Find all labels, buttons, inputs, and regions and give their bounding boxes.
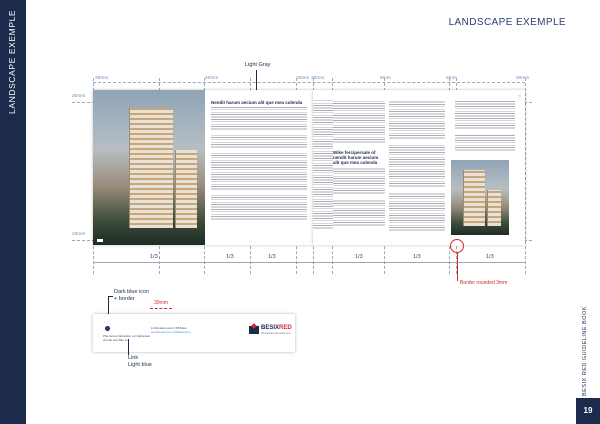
light-gray-leader — [256, 70, 257, 92]
body-text-lines — [211, 195, 307, 221]
sidebar — [0, 0, 26, 424]
col-guide — [525, 78, 526, 274]
page-title: LANDSCAPE EXEMPLE — [448, 17, 566, 28]
brand-name: BESIXRED — [261, 325, 292, 331]
dim-top-4: 20mm — [311, 76, 325, 81]
card-dimension-guide — [150, 308, 172, 309]
brand-tagline: Real Estate Development — [261, 332, 291, 335]
card-address-line: Pfle foco of laboratun et il laboratun — [103, 334, 151, 338]
tower-graphic — [175, 150, 197, 228]
column-axis — [93, 262, 525, 263]
body-text-lines — [211, 135, 307, 149]
dim-top-5: 8mm — [380, 76, 391, 81]
tower-graphic — [129, 108, 173, 228]
dim-top-7: 20mm — [516, 76, 530, 81]
dim-left-top: 20mm — [72, 94, 86, 99]
body-text-lines — [389, 144, 445, 188]
body-text-lines — [389, 100, 445, 140]
article-heading: Nendit harum aecium alit que mea culenda — [211, 100, 303, 105]
tower-graphic — [487, 190, 501, 226]
card-link[interactable]: wwwbesixred.com/lista/en/me — [151, 330, 191, 334]
link-label — [128, 355, 152, 369]
brand-logo — [249, 324, 292, 338]
column-label: 1/3 — [226, 254, 234, 260]
body-text-lines — [313, 100, 333, 230]
spread-left — [93, 90, 313, 245]
link-leader — [128, 339, 129, 355]
header-logo-mark: ▭ — [518, 94, 521, 98]
border-rounded-label: Border rounded 3mm — [460, 280, 508, 286]
column-label: 1/3 — [268, 254, 276, 260]
body-text-lines — [211, 153, 307, 191]
column-label: 1/3 — [413, 254, 421, 260]
card-address-line: Al Indo lest Sfie xx — [103, 338, 128, 342]
business-card — [93, 314, 295, 352]
rounded-border-highlight — [450, 239, 464, 253]
body-text-lines — [211, 107, 307, 131]
link-label-line2: Light blue — [128, 362, 152, 368]
building-photo — [93, 90, 205, 245]
body-text-lines — [333, 100, 385, 144]
dark-blue-icon-label-line2: + border — [114, 296, 135, 302]
photo-logo-mark — [97, 239, 103, 242]
dim-top-3: 20mm — [296, 76, 310, 81]
rounded-border-leader — [457, 253, 458, 281]
column-label: 1/3 — [150, 254, 158, 260]
book-title: BESIX RED GUIDELINE BOOK — [582, 306, 588, 396]
light-gray-label: Light Gray — [245, 62, 271, 68]
dim-left-bottom: 20mm — [72, 232, 86, 237]
brand-mark-icon — [249, 326, 259, 334]
contact-icon — [105, 326, 110, 331]
page-number: 19 — [576, 398, 600, 424]
text-column — [211, 100, 307, 240]
tower-graphic — [463, 170, 485, 226]
body-text-lines — [333, 199, 385, 227]
link-label-line1: Link — [128, 355, 139, 361]
card-contact — [151, 326, 191, 334]
text-column — [313, 100, 333, 240]
text-column — [389, 100, 445, 240]
body-text-lines — [333, 167, 385, 195]
text-column — [455, 100, 515, 156]
dim-top-6: 8mm — [446, 76, 457, 81]
dim-top-2: 20mm — [205, 76, 219, 81]
dark-blue-icon-label — [114, 289, 149, 303]
top-guide — [93, 82, 525, 83]
article-heading: Wike fercipersale of nendit harum aecium alit que mea culenda — [333, 150, 379, 165]
body-text-lines — [455, 134, 515, 152]
text-column — [333, 100, 385, 240]
spread-right — [313, 90, 525, 245]
column-label: 1/3 — [486, 254, 494, 260]
body-text-lines — [455, 100, 515, 130]
body-text-lines — [389, 192, 445, 232]
dim-top-1: 20mm — [95, 76, 109, 81]
card-dimension-label: 30mm — [154, 300, 168, 306]
dark-blue-icon-label-line1: Dark blue icon — [114, 289, 150, 295]
column-label: 1/3 — [355, 254, 363, 260]
card-address — [103, 334, 150, 342]
card-contact-line: Li Monatos usos 74/57dios — [151, 326, 187, 330]
building-photo-small — [451, 160, 509, 235]
sidebar-title: LANDSCAPE EXEMPLE — [7, 10, 17, 115]
